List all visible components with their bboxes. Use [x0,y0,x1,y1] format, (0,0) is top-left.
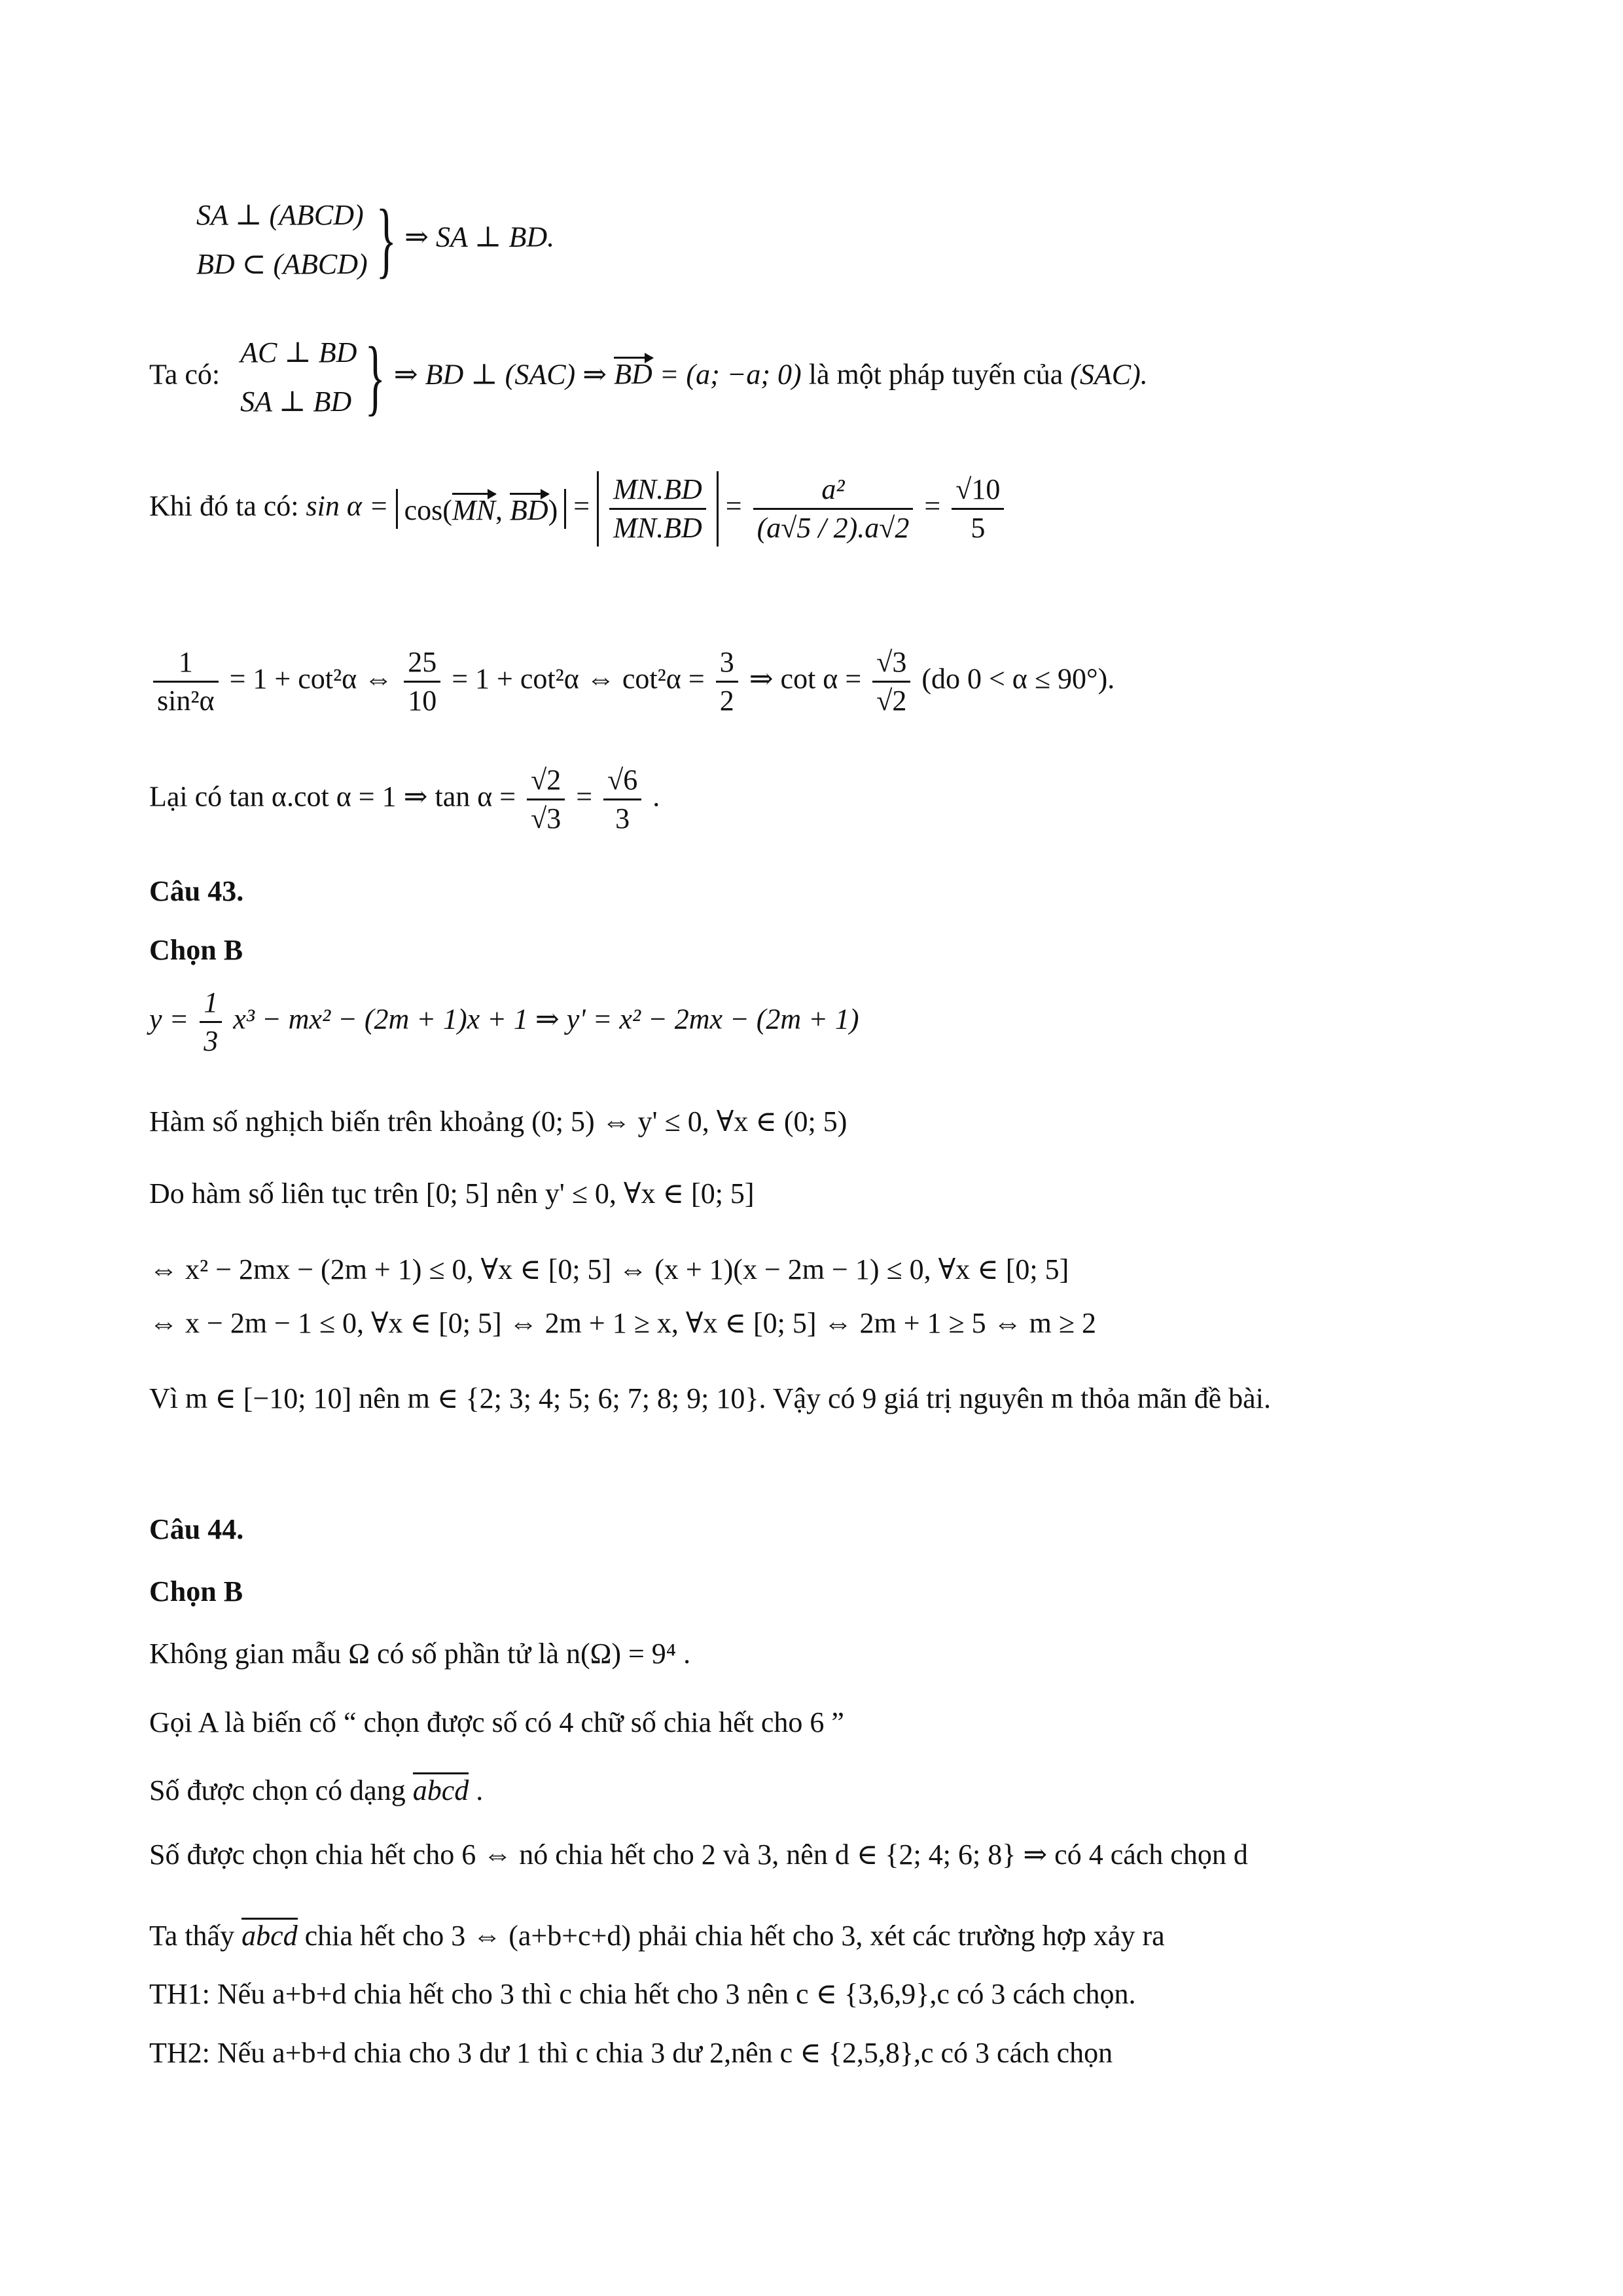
q43-line-3: Do hàm số liên tục trên [0; 5] nên y' ≤ 0, ∀x ∈ [0; 5] [149,1177,755,1210]
fraction-numerator: √6 [603,766,641,800]
fraction-denominator: 5 [971,512,986,544]
vector-bd: BD [614,358,652,391]
eq-2: = [725,490,742,522]
q44-line-6: TH1: Nếu a+b+d chia hết cho 3 thì c chia hết cho 3 nên c ∈ {3,6,9},c có 3 cách chọn. [149,1978,1136,2010]
q44-line-3-pre: Số được chọn có dạng [149,1774,406,1806]
q44-line-4: Số được chọn chia hết cho 6 ⇔ nó chia hết cho 2 và 3, nên d ∈ {2; 4; 6; 8} ⇒ có 4 cách chọn d [149,1839,1248,1871]
cot-part-3: ⇒ cot α = [749,662,862,695]
vector-mn: MN [452,494,495,526]
right-brace: } [376,192,397,287]
tan-lead: Lại có [149,780,223,813]
cos-label: cos( [404,494,452,526]
q44-line-5-post: chia hết cho 3 ⇔ (a+b+c+d) phải chia hết cho 3, xét các trường hợp xảy ra [304,1920,1165,1952]
cot-part-2: = 1 + cot²α ⇔ cot²α = [452,662,705,695]
q43-line-5: ⇔ x − 2m − 1 ≤ 0, ∀x ∈ [0; 5] ⇔ 2m + 1 ≥ x, ∀x ∈ [0; 5] ⇔ 2m + 1 ≥ 5 ⇔ m ≥ 2 [149,1307,1097,1339]
khido-line [149,471,1008,547]
taco-lead: Ta có: [149,358,221,391]
tan-line [149,766,660,833]
system-result: ⇒ SA ⊥ BD. [404,221,555,253]
fraction-denominator: √2 [876,685,907,717]
right-brace: } [365,330,386,425]
khido-sin: sin α = [306,490,389,522]
q43-choice: Chọn B [149,934,243,966]
system-sa-perp-bd [196,192,555,287]
q44-title: Câu 44. [149,1513,244,1545]
fraction-a2 [753,475,914,543]
fraction-numerator: √3 [872,648,910,683]
tan-eq: = [576,780,593,813]
system-lines [196,196,368,283]
abs-fraction [597,471,719,547]
taco-tail-text: là một pháp tuyến của [808,358,1063,391]
vector-bd: BD [509,494,548,526]
system-line-2: BD ⊂ (ABCD) [196,248,368,281]
q44-line-1: Không gian mẫu Ω có số phần tử là n(Ω) = 9⁴ . [149,1638,691,1670]
fraction-numerator: 1 [153,648,219,683]
taco-line-2: SA ⊥ BD [240,386,352,418]
q44-line-2: Gọi A là biến cố “ chọn được số có 4 chữ số chia hết cho 6 ” [149,1706,844,1738]
fraction-denominator: (a√5 / 2).a√2 [757,512,910,544]
q44-line-3-post: . [469,1774,484,1806]
taco-line-1: AC ⊥ BD [240,336,357,368]
q43-function [149,988,859,1056]
fraction-denominator: 3 [615,802,630,834]
q44-line-5-pre: Ta thấy [149,1920,235,1952]
fraction-denominator: 10 [408,685,437,717]
taco-system [240,334,357,420]
fraction-denominator: sin²α [157,685,215,717]
fraction-numerator: 25 [404,648,440,683]
fraction-numerator: 1 [200,988,222,1023]
cot-part-1: = 1 + cot²α ⇔ [229,662,393,695]
fraction-numerator: a² [753,475,914,510]
fraction-denominator: 3 [204,1025,219,1057]
q43-line-4: ⇔ x² − 2mx − (2m + 1) ≤ 0, ∀x ∈ [0; 5] ⇔ (x + 1)(x − 2m − 1) ≤ 0, ∀x ∈ [0; 5] [149,1253,1069,1285]
eq-3: = [924,490,941,522]
tan-part-1: tan α.cot α = 1 ⇒ tan α = [229,780,516,813]
y-lead: y = [149,1003,189,1035]
fraction-25-10 [404,648,440,715]
tan-end: . [652,780,660,813]
fraction-denominator: MN.BD [613,512,702,544]
taco-tail-math: = (a; −a; 0) [659,358,802,391]
q43-title: Câu 43. [149,875,244,907]
fraction-numerator: √2 [527,766,565,800]
fraction-1-sin2 [153,648,219,715]
q43-line-2: Hàm số nghịch biến trên khoảng (0; 5) ⇔ y' ≤ 0, ∀x ∈ (0; 5) [149,1105,847,1138]
fraction-denominator: 2 [719,685,734,717]
taco-tail-set: (SAC). [1070,358,1148,391]
fraction-denominator: √3 [531,802,562,834]
fraction-3-2 [716,648,738,715]
fraction-numerator: MN.BD [609,475,706,510]
system-line-1: SA ⊥ (ABCD) [196,199,364,231]
q44-choice: Chọn B [149,1575,243,1607]
fraction-sqrt2-sqrt3 [527,766,565,833]
fraction-numerator: √10 [952,475,1004,510]
fraction-dot [609,475,706,543]
cos-close: ) [548,494,558,526]
y-rest: x³ − mx² − (2m + 1)x + 1 ⇒ y' = x² − 2mx − (2m + 1) [233,1003,859,1035]
fraction-sqrt6-3 [603,766,641,833]
eq-1: = [573,490,590,522]
abcd-overline: abcd [241,1918,298,1950]
fraction-numerator: 3 [716,648,738,683]
taco-mid: ⇒ BD ⊥ (SAC) ⇒ [393,358,607,391]
fraction-1-3 [200,988,222,1056]
khido-lead: Khi đó ta có: [149,490,299,522]
cot-line [149,648,1115,715]
q44-line-5 [149,1918,1165,1950]
q44-line-7: TH2: Nếu a+b+d chia cho 3 dư 1 thì c chia 3 dư 2,nên c ∈ {2,5,8},c có 3 cách chọn [149,2037,1113,2069]
taco-line [149,330,1148,425]
abs-cos: cos(MN, BD) [396,489,567,529]
abcd-overline: abcd [413,1772,469,1805]
q43-line-6: Vì m ∈ [−10; 10] nên m ∈ {2; 3; 4; 5; 6; 7; 8; 9; 10}. Vậy có 9 giá trị nguyên m thỏa mãn đề bài. [149,1382,1271,1414]
cot-part-4: (do 0 < α ≤ 90°). [921,662,1115,695]
q44-line-3 [149,1772,483,1805]
fraction-sqrt3-sqrt2 [872,648,910,715]
fraction-sqrt10 [952,475,1004,543]
